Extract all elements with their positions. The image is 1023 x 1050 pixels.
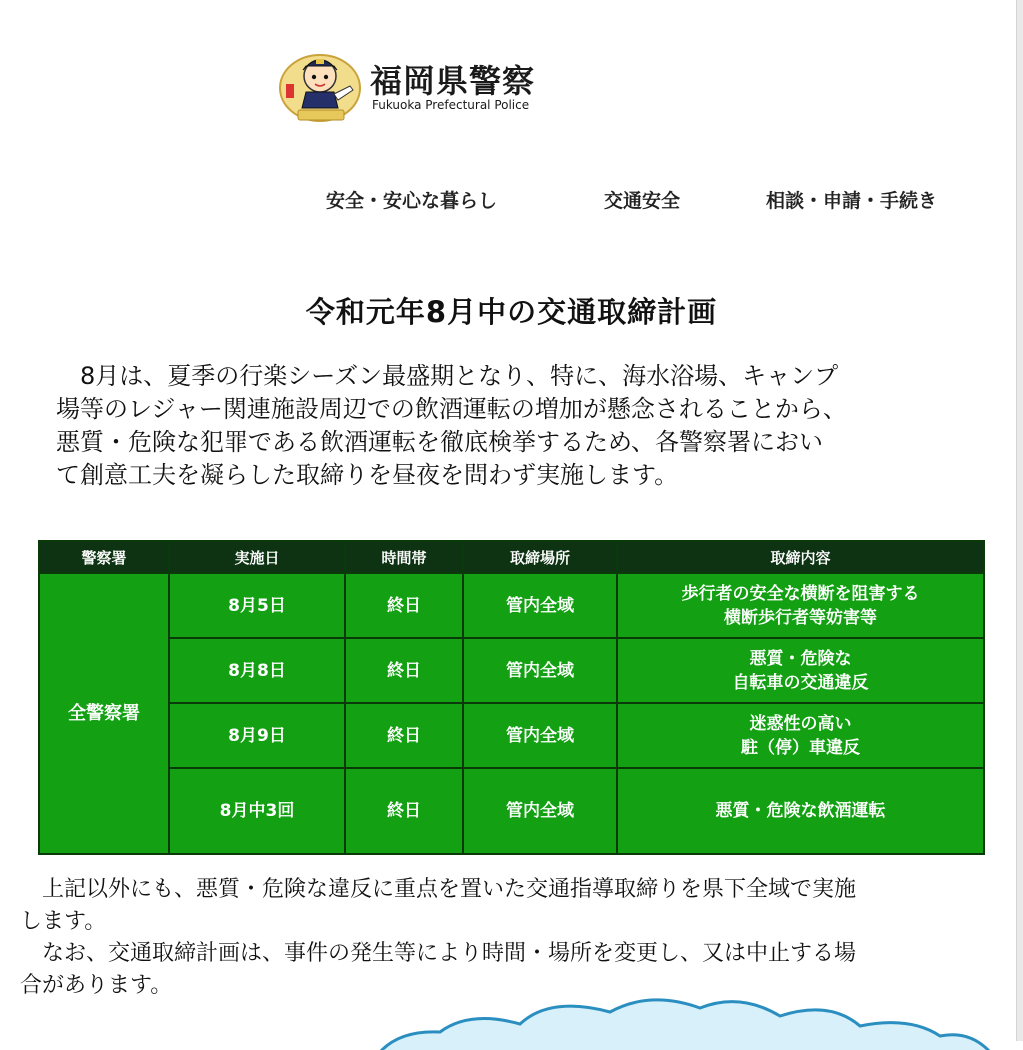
place-cell: 管内全域	[463, 573, 617, 638]
table-row	[39, 638, 984, 703]
intro-paragraph	[56, 360, 981, 492]
header-place: 取締場所	[463, 541, 617, 573]
time-cell: 終日	[345, 638, 463, 703]
window-edge	[1016, 0, 1023, 1041]
place-cell: 管内全域	[463, 703, 617, 768]
site-logo[interactable]	[276, 42, 566, 128]
table-row	[39, 573, 984, 638]
time-cell: 終日	[345, 573, 463, 638]
notes-line: します。	[20, 909, 107, 934]
notes-line: 上記以外にも、悪質・危険な違反に重点を置いた交通指導取締りを県下全域で実施	[42, 877, 857, 902]
content-line: 自転車の交通違反	[732, 672, 869, 693]
police-mascot-icon	[276, 42, 368, 128]
time-cell: 終日	[345, 768, 463, 854]
header-content: 取締内容	[617, 541, 984, 573]
content-cell	[617, 638, 984, 703]
content-cell	[617, 703, 984, 768]
content-line: 駐（停）車違反	[741, 737, 860, 758]
content-line: 横断歩行者等妨害等	[724, 607, 877, 628]
table-row	[39, 703, 984, 768]
nav-item-traffic[interactable]: 交通安全	[604, 190, 681, 212]
header-date: 実施日	[169, 541, 345, 573]
page-title: 令和元年8月中の交通取締計画	[305, 295, 718, 329]
intro-line: 悪質・危険な犯罪である飲酒運転を徹底検挙するため、各警察署におい	[56, 428, 824, 456]
logo-title: 福岡県警察	[370, 62, 536, 100]
enforcement-schedule-table	[38, 540, 985, 855]
content-cell	[617, 573, 984, 638]
intro-line: て創意工夫を凝らした取締りを昼夜を問わず実施します。	[56, 461, 679, 489]
header-time: 時間帯	[345, 541, 463, 573]
logo-subtitle: Fukuoka Prefectural Police	[372, 98, 530, 112]
content-line: 悪質・危険な	[749, 648, 852, 669]
cloud-decoration-icon	[380, 990, 990, 1050]
date-cell: 8月9日	[169, 703, 345, 768]
station-cell: 全警察署	[39, 573, 169, 854]
date-cell: 8月中3回	[169, 768, 345, 854]
content-line: 悪質・危険な飲酒運転	[715, 801, 886, 821]
date-cell: 8月5日	[169, 573, 345, 638]
header-station: 警察署	[39, 541, 169, 573]
table-row	[39, 768, 984, 854]
main-nav	[0, 186, 1023, 216]
notes-line: 合があります。	[20, 973, 173, 998]
content-cell	[617, 768, 984, 854]
content-line: 迷惑性の高い	[749, 713, 852, 734]
nav-item-consultation[interactable]: 相談・申請・手続き	[766, 190, 938, 212]
content-line: 歩行者の安全な横断を阻害する	[681, 583, 920, 604]
date-cell: 8月8日	[169, 638, 345, 703]
intro-line: 8月は、夏季の行楽シーズン最盛期となり、特に、海水浴場、キャンプ	[80, 362, 839, 390]
place-cell: 管内全域	[463, 638, 617, 703]
table-header-row	[39, 541, 984, 573]
notes-line: なお、交通取締計画は、事件の発生等により時間・場所を変更し、又は中止する場	[42, 941, 857, 966]
nav-item-safety[interactable]: 安全・安心な暮らし	[326, 190, 498, 212]
place-cell: 管内全域	[463, 768, 617, 854]
notes-paragraph	[20, 874, 995, 1002]
intro-line: 場等のレジャー関連施設周辺での飲酒運転の増加が懸念されることから、	[56, 395, 847, 423]
time-cell: 終日	[345, 703, 463, 768]
